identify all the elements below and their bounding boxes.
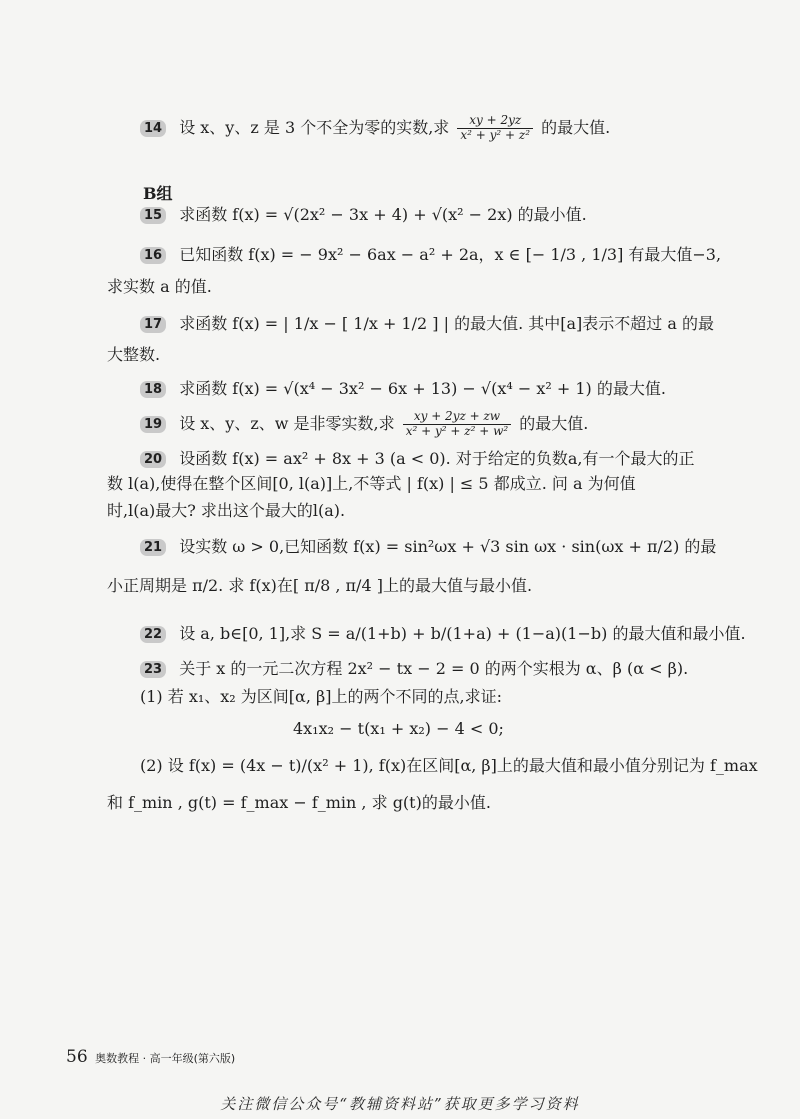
watermark: 关注微信公众号“教辅资料站”获取更多学习资料	[220, 1095, 580, 1113]
problem-16-continuation: 求实数 a 的值.	[107, 277, 212, 296]
problem-17-continuation: 大整数.	[107, 345, 161, 364]
problem-14: 14 设 x、y、z 是 3 个不全为零的实数,求 $\frac{xy + 2yz}{\text{x² + y² + z²}}$ 的最大值.	[140, 114, 800, 143]
problem-18: 18 求函数 f(x) = √(x⁴ − 3x² − 6x + 13) − √(x⁴ − x² + 1) 的最大值.	[140, 381, 800, 399]
book-title: 奥数教程 · 高一年级(第六版)	[95, 1052, 236, 1065]
problem-19: 19 设 x、y、z、w 是非零实数,求 $\frac{xy + 2yz + zw}{\text{x² + y² + z² + w²}}$ 的最大值.	[140, 410, 800, 439]
problem-23-part-2: (2) 设 f(x) = (4x − t)/(x² + 1), f(x)在区间[α, β]上的最大值和最小值分别记为 f_max	[140, 756, 758, 775]
problem-20-continuation-1: 数 l(a),使得在整个区间[0, l(a)]上,不等式 | f(x) | ≤ 5 都成立. 问 a 为何值	[107, 474, 636, 493]
page-footer	[66, 1047, 235, 1067]
problem-21: 21 设实数 ω > 0,已知函数 f(x) = sin²ωx + √3 sin ωx · sin(ωx + π/2) 的最	[140, 539, 800, 557]
problem-23-continuation: 和 f_min , g(t) = f_max − f_min , 求 g(t)的最小值.	[107, 793, 491, 812]
fraction: $\frac{xy + 2yz}{\text{x² + y² + z²}}$	[457, 114, 533, 143]
problem-20-continuation-2: 时,l(a)最大? 求出这个最大的l(a).	[107, 501, 346, 520]
problem-23-inequality: 4x₁x₂ − t(x₁ + x₂) − 4 < 0;	[293, 719, 504, 738]
problem-20: 20 设函数 f(x) = ax² + 8x + 3 (a < 0). 对于给定的负数a,有一个最大的正	[140, 451, 800, 469]
problem-15: 15 求函数 f(x) = √(2x² − 3x + 4) + √(x² − 2x) 的最小值.	[140, 207, 800, 225]
page-number: 56	[66, 1047, 88, 1067]
problem-16: 16 已知函数 f(x) = − 9x² − 6ax − a² + 2a，x ∈ [− 1/3 , 1/3] 有最大值−3,	[140, 247, 800, 265]
fraction: $\frac{xy + 2yz + zw}{\text{x² + y² + z² + w²}}$	[403, 410, 511, 439]
problem-21-continuation: 小正周期是 π/2. 求 f(x)在[ π/8 , π/4 ]上的最大值与最小值.	[107, 576, 533, 595]
problem-22: 22 设 a, b∈[0, 1],求 S = a/(1+b) + b/(1+a) + (1−a)(1−b) 的最大值和最小值.	[140, 626, 800, 644]
problem-17: 17 求函数 f(x) = | 1/x − [ 1/x + 1/2 ] | 的最大值. 其中[a]表示不超过 a 的最	[140, 316, 800, 334]
problem-23: 23 关于 x 的一元二次方程 2x² − tx − 2 = 0 的两个实根为 α、β (α < β).	[140, 661, 800, 679]
group-heading: B组	[143, 184, 173, 203]
problem-23-part-1: (1) 若 x₁、x₂ 为区间[α, β]上的两个不同的点,求证:	[140, 687, 502, 706]
